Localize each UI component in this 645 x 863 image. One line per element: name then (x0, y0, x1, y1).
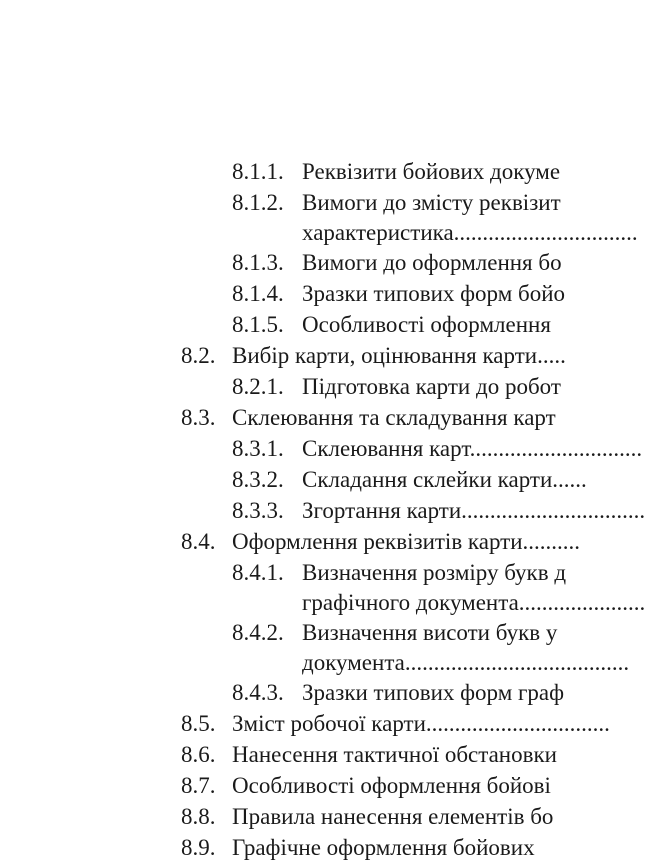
toc-entry (0, 832, 600, 863)
toc-entry-title: Визначення розміру букв д (302, 560, 567, 585)
toc-entry-number: 8.1.4. (232, 281, 284, 306)
toc-entry-title: Склеювання та складування карт (232, 405, 556, 430)
toc-entry (0, 801, 600, 832)
toc-entry (0, 340, 600, 371)
toc-entry-title: Особливості оформлення бойові (232, 773, 551, 798)
toc-entry (0, 557, 600, 588)
toc-entry (0, 526, 600, 557)
toc-entry-number: 8.1.2. (232, 190, 284, 215)
toc-entry (0, 708, 610, 739)
toc-entry (0, 433, 643, 464)
toc-entry-title: Визначення висоти букв у (302, 620, 558, 645)
toc-entry-number: 8.7. (181, 773, 216, 798)
toc-entry-title: Нанесення тактичної обстановки (232, 742, 557, 767)
toc-entry-title: документа....................................... (302, 650, 630, 675)
toc-entry-title: Зразки типових форм бойо (302, 281, 566, 306)
toc-entry-continuation (0, 218, 638, 247)
toc-entry (0, 156, 600, 187)
toc-entry-number: 8.4.1. (232, 560, 284, 585)
toc-entry-number: 8.1.3. (232, 250, 284, 275)
toc-entry-continuation (0, 588, 645, 617)
toc-entry-title: Зміст робочої карти................................ (232, 711, 610, 736)
toc-entry (0, 309, 600, 340)
toc-entry-number: 8.8. (181, 804, 216, 829)
toc-entry-title: Особливості оформлення (302, 312, 551, 337)
toc-entry-number: 8.3.3. (232, 498, 284, 523)
toc-entry-title: Складання склейки карти...... (302, 467, 587, 492)
toc-entry-number: 8.4. (181, 529, 216, 554)
toc-entry (0, 371, 600, 402)
toc-entry (0, 187, 600, 218)
toc-entry-title: Вибір карти, оцінювання карти..... (232, 343, 566, 368)
toc-entry (0, 464, 600, 495)
toc-entry-number: 8.9. (181, 835, 216, 860)
toc-entry-number: 8.1.1. (232, 159, 284, 184)
toc-entry-number: 8.2.1. (232, 374, 284, 399)
table-of-contents (0, 156, 645, 863)
toc-entry-number: 8.4.2. (232, 620, 284, 645)
toc-entry-title: характеристика................................ (302, 220, 638, 245)
toc-entry (0, 739, 600, 770)
toc-entry-number: 8.1.5. (232, 312, 284, 337)
toc-entry (0, 770, 600, 801)
toc-entry-number: 8.2. (181, 343, 216, 368)
toc-entry (0, 617, 600, 648)
toc-entry-title: Підготовка карти до робот (302, 374, 561, 399)
toc-entry-number: 8.5. (181, 711, 216, 736)
toc-entry-title: Склеювання карт.............................. (302, 436, 643, 461)
toc-entry (0, 278, 600, 309)
toc-entry-continuation (0, 648, 630, 677)
toc-entry-title: Зразки типових форм граф (302, 680, 565, 705)
toc-entry-title: Вимоги до змісту реквізит (302, 190, 561, 215)
toc-entry-number: 8.3.1. (232, 436, 284, 461)
toc-entry-title: Реквізити бойових докуме (302, 159, 561, 184)
toc-entry-title: Вимоги до оформлення бо (302, 250, 562, 275)
toc-entry (0, 495, 645, 526)
toc-entry-number: 8.4.3. (232, 680, 284, 705)
toc-entry (0, 677, 600, 708)
toc-entry-title: Правила нанесення елементів бо (232, 804, 554, 829)
toc-entry-number: 8.6. (181, 742, 216, 767)
toc-entry (0, 247, 600, 278)
toc-entry (0, 402, 600, 433)
toc-entry-number: 8.3. (181, 405, 216, 430)
toc-entry-title: Оформлення реквізитів карти.......... (232, 529, 581, 554)
toc-entry-title: Згортання карти................................ (302, 498, 645, 523)
toc-entry-title: Графічне оформлення бойових (232, 835, 535, 860)
toc-entry-title: графічного документа...................... (302, 590, 645, 615)
toc-entry-number: 8.3.2. (232, 467, 284, 492)
